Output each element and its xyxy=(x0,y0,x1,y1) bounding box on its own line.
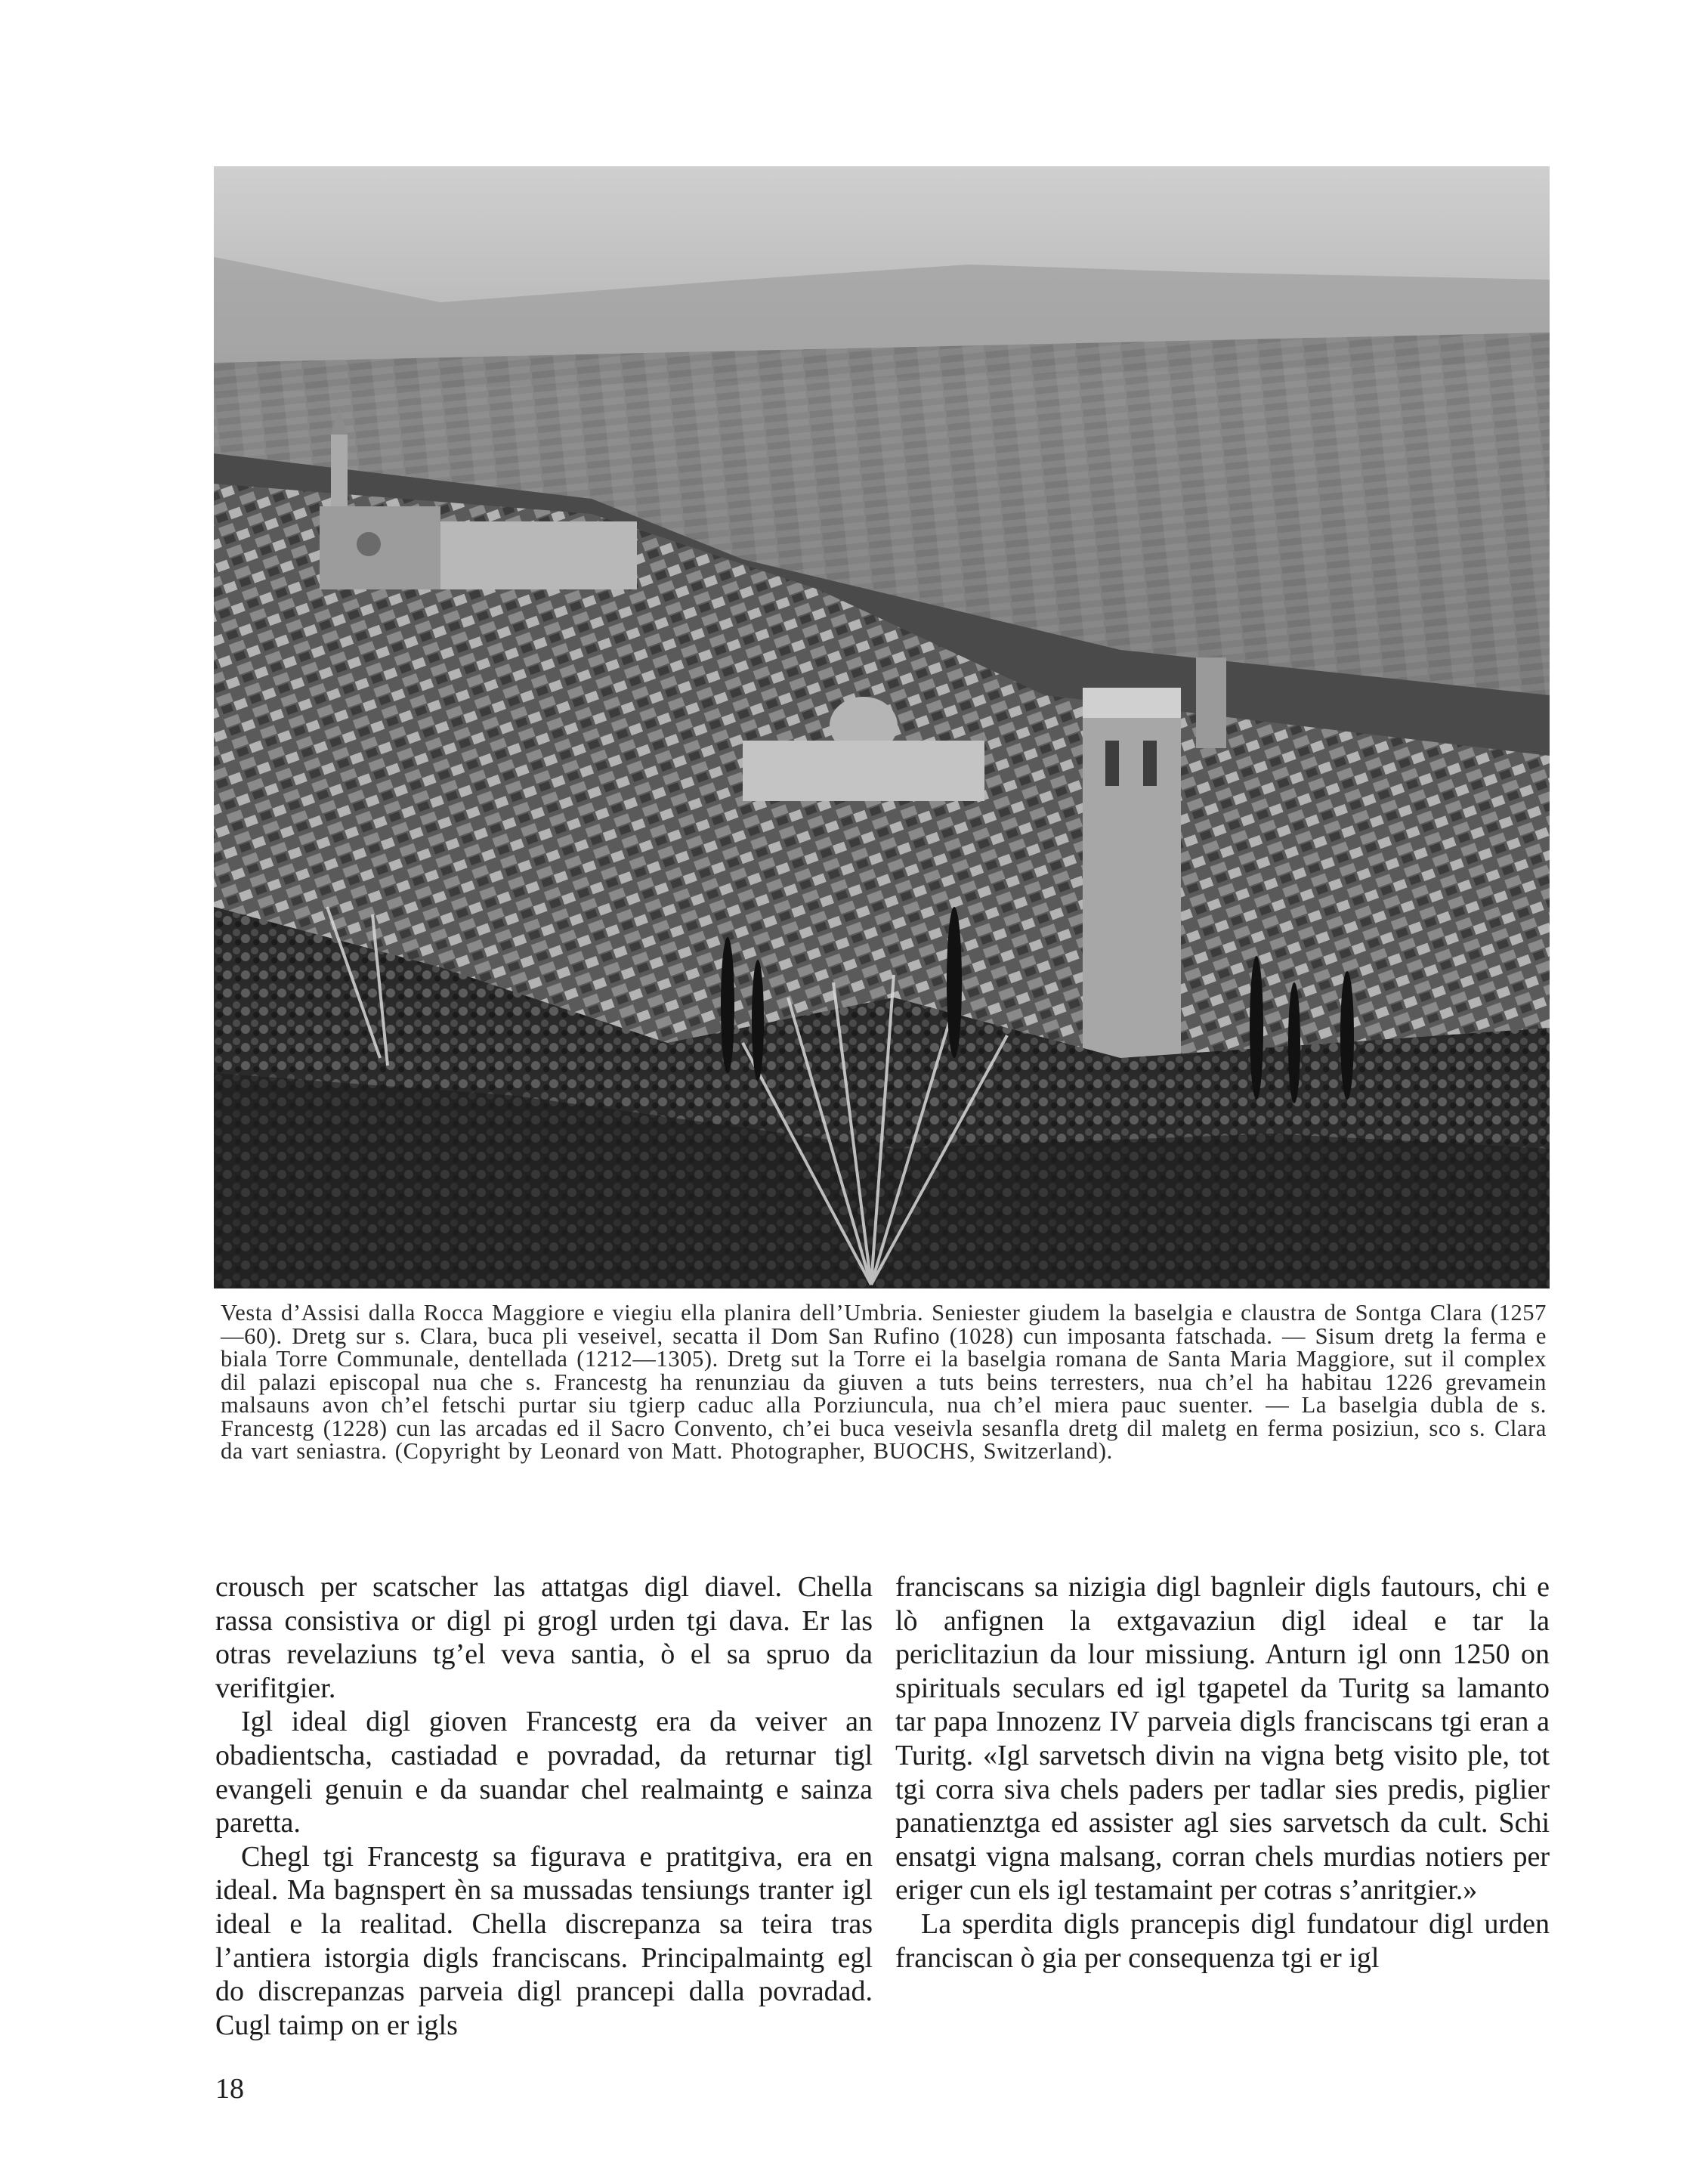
paragraph: franciscans sa nizigia digl bagnleir digls fautours, chi e lò anfignen la extgavaziun digl ideal e tar la periclitaziun da lour missiung. Anturn igl onn 1250 on spirituals seculars ed igl tgapetel da Turitg sa lamanto tar papa Innozenz IV parveia digls franciscans tgi eran a Turitg. «Igl sarvetsch divin na vigna betg visito ple, tot tgi corra siva chels paders per tadlar sies predis, piglier panatienztga ed assister agl sies sarvetsch da cult. Schi ensatgi vigna malsang, corran chels murdias notiers per eriger cun els igl testamaint per cotras s’anritgier.» xyxy=(895,1571,1550,1907)
paragraph: La sperdita digls prancepis digl fundatour digl urden franciscan ò gia per consequenza tgi er igl xyxy=(895,1907,1550,1974)
page-number: 18 xyxy=(215,2073,244,2105)
photo-illustration xyxy=(214,166,1550,1288)
figure-caption xyxy=(221,1301,1547,1463)
paragraph: Chegl tgi Francestg sa figurava e pratitgiva, era en ideal. Ma bagnspert èn sa mussadas tensiungs tranter igl ideal e la realitad. Chella discrepanza sa teira tras l’antiera istorgia digls franciscans. Principalmaintg egl do discrepanzas parveia digl prancepi dalla povradad. Cugl taimp on er igls xyxy=(215,1840,873,2041)
body-column-left xyxy=(215,1570,873,2042)
body-column-right xyxy=(895,1570,1550,1975)
paragraph: crousch per scatscher las attatgas digl diavel. Chella rassa consistiva or digl pi grogl urden tgi dava. Er las otras revelaziuns tg’el veva santia, ò el sa spruo da verifitgier. xyxy=(215,1571,873,1704)
assisi-aerial-photograph xyxy=(214,166,1550,1288)
caption-text: Vesta d’Assisi dalla Rocca Maggiore e viegiu ella planira dell’Umbria. Seniester giudem la baselgia e claustra de Sontga Clara (1257—60). Dretg sur s. Clara, buca pli veseivel, secatta il Dom San Rufino (1028) cun imposanta fatschada. — Sisum dretg la ferma e biala Torre Communale, dentellada (1212—1305). Dretg sut la Torre ei la baselgia romana de Santa Maria Maggiore, sut il complex dil palazi episcopal nua che s. Francestg ha renunziau da giuven a tuts beins terresters, nua ch’el ha habitau 1226 grevamein malsauns avon ch’el fetschi purtar siu tgierp caduc alla Porziuncula, nua ch’el miera pauc suenter. — La baselgia dubla de s. Francestg (1228) cun las arcadas ed il Sacro Convento, ch’ei buca veseivla sesanfla dretg dil maletg en ferma posiziun, sco s. Clara da vart seniastra. (Copyright by Leonard von Matt. Photographer, BUOCHS, Switzerland). xyxy=(221,1300,1547,1464)
paragraph: Igl ideal digl gioven Francestg era da veiver an obadientscha, castiadad e povradad, da returnar tigl evangeli genuin e da suandar chel realmaintg e sainza paretta. xyxy=(215,1706,873,1839)
